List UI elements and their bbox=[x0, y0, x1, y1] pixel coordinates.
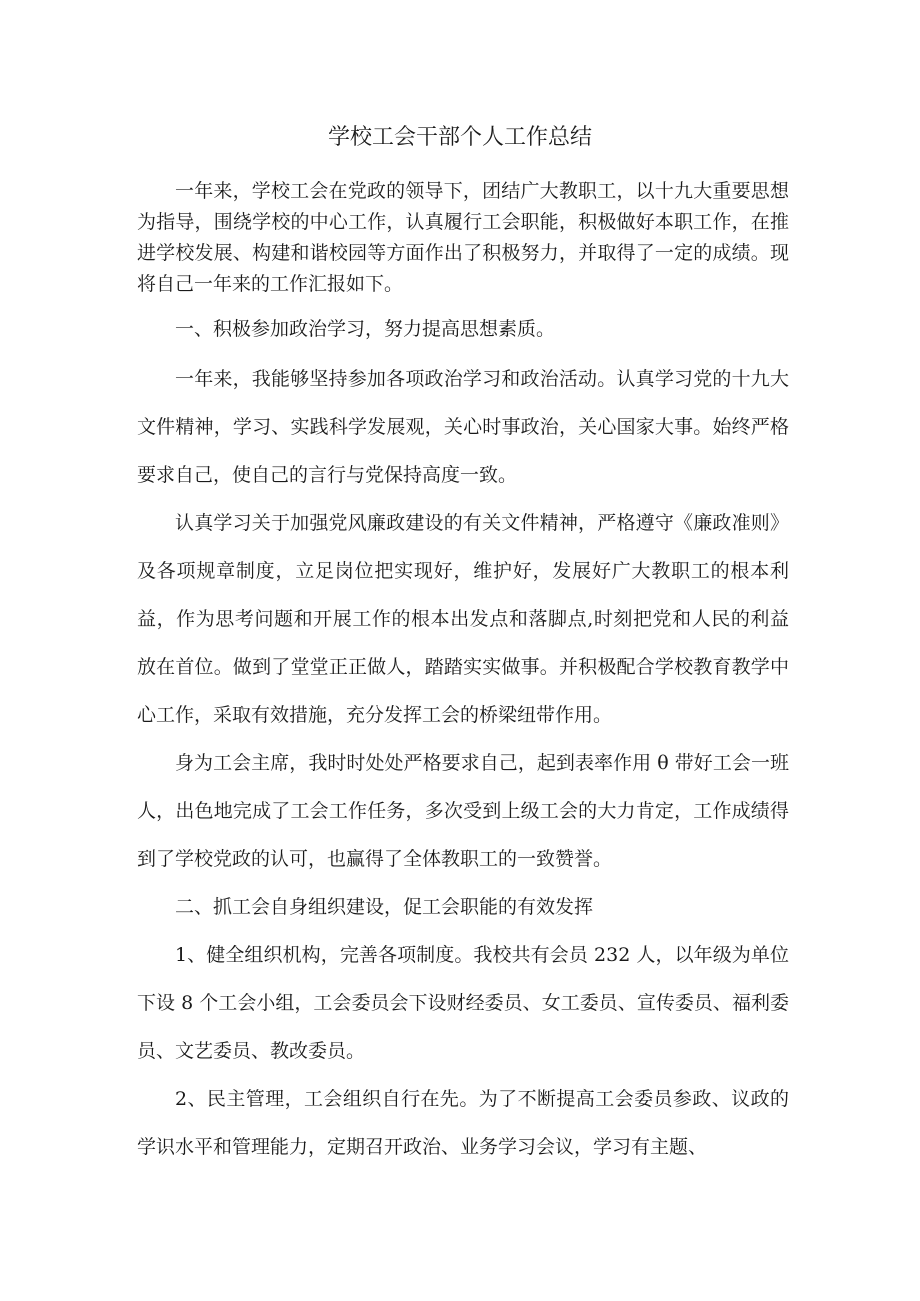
organization-paragraph: 1、健全组织机构，完善各项制度。我校共有会员 232 人，以年级为单位下设 8 个工会小组，工会委员会下设财经委员、女工委员、宣传委员、福利委员、文艺委员、教改委员。 bbox=[137, 944, 789, 1062]
integrity-paragraph: 认真学习关于加强党风廉政建设的有关文件精神，严格遵守《廉政准则》及各项规章制度，立足岗位把实现好，维护好，发展好广大教职工的根本利益，作为思考问题和开展工作的根本出发点和落脚点,时刻把党和人民的利益放在首位。做到了堂堂正正做人，踏踏实实做事。并积极配合学校教育教学中心工作，采取有效措施，充分发挥工会的桥梁纽带作用。 bbox=[137, 512, 789, 726]
political-study-paragraph: 一年来，我能够坚持参加各项政治学习和政治活动。认真学习党的十九大文件精神，学习、实践科学发展观，关心时事政治，关心国家大事。始终严格要求自己，使自己的言行与党保持高度一致。 bbox=[137, 368, 789, 486]
document-title: 学校工会干部个人工作总结 bbox=[327, 125, 592, 150]
section-heading-2: 二、抓工会自身组织建设，促工会职能的有效发挥 bbox=[175, 896, 594, 918]
intro-paragraph: 一年来，学校工会在党政的领导下，团结广大教职工，以十九大重要思想为指导，围绕学校的中心工作，认真履行工会职能，积极做好本职工作，在推进学校发展、构建和谐校园等方面作出了积极努力，并取得了一定的成绩。现将自己一年来的工作汇报如下。 bbox=[137, 180, 789, 295]
document-body bbox=[137, 176, 789, 1171]
democratic-management-paragraph: 2、民主管理，工会组织自行在先。为了不断提高工会委员参政、议政的学识水平和管理能力，定期召开政治、业务学习会议，学习有主题、 bbox=[137, 1088, 789, 1158]
section-heading-1: 一、积极参加政治学习，努力提高思想素质。 bbox=[175, 318, 556, 340]
chairman-paragraph: 身为工会主席，我时时处处严格要求自己，起到表率作用 θ 带好工会一班人，出色地完成了工会工作任务，多次受到上级工会的大力肯定，工作成绩得到了学校党政的认可，也赢得了全体教职工的一致赞誉。 bbox=[137, 752, 789, 870]
